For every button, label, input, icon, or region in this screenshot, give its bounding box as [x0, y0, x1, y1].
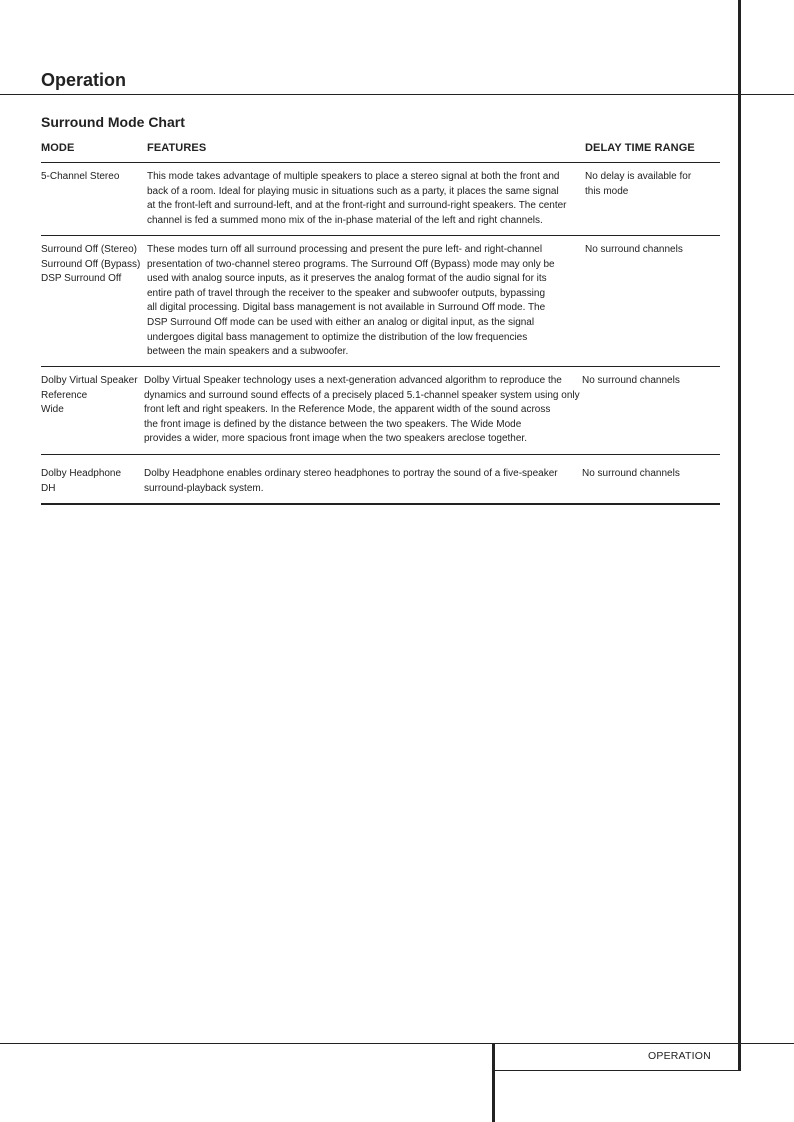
table-rule	[41, 366, 720, 367]
features-line: between the main speakers and a subwoofer.	[147, 346, 349, 358]
features-cell	[147, 243, 555, 360]
features-line: surround-playback system.	[144, 482, 264, 494]
mode-line: DSP Surround Off	[41, 273, 122, 285]
table-rule	[41, 454, 720, 455]
features-line: These modes turn off all surround processing and present the pure left- and right-channel	[147, 244, 543, 255]
table-rule	[41, 235, 720, 236]
mode-line: Wide	[41, 404, 64, 416]
page-title: Operation	[41, 70, 127, 90]
delay-cell	[582, 374, 680, 389]
chart-title: Surround Mode Chart	[41, 114, 185, 130]
header-delay: DELAY TIME RANGE	[585, 142, 695, 154]
features-line: entire path of travel through the receiver to the speaker and subwoofer outputs, bypassing	[147, 287, 546, 299]
mode-line: 5-Channel Stereo	[41, 171, 120, 182]
mode-line: DH	[41, 482, 56, 494]
footer-divider	[492, 1043, 495, 1122]
mode-line: Dolby Headphone	[41, 468, 122, 479]
features-line: dynamics and surround sound effects of a precisely placed 5.1-channel speaker system using only	[144, 389, 580, 401]
features-line: at the front-left and surround-left, and at the front-right and surround-right speakers. The center	[147, 200, 567, 212]
mode-line: Surround Off (Bypass)	[41, 258, 141, 270]
delay-cell	[585, 170, 691, 199]
features-line: provides a wider, more spacious front image when the two speakers areclose together.	[144, 433, 527, 445]
table-bottom-rule	[41, 503, 720, 505]
mode-line: Dolby Virtual Speaker	[41, 375, 138, 386]
mode-cell	[41, 467, 121, 496]
delay-line: No surround channels	[582, 375, 680, 386]
features-line: the front image is defined by the distance between the two speakers. The Wide Mode	[144, 418, 522, 430]
delay-cell	[585, 243, 683, 258]
features-line: front left and right speakers. In the Reference Mode, the apparent width of the sound across	[144, 404, 551, 416]
features-line: used with analog source inputs, as it preserves the analog format of the audio signal for its	[147, 273, 547, 285]
features-line: all digital processing. Digital bass management is not available in Surround Off mode. The	[147, 302, 546, 314]
mode-cell	[41, 170, 119, 185]
delay-line: No delay is available for	[585, 171, 692, 182]
features-line: This mode takes advantage of multiple speakers to place a stereo signal at both the front and	[147, 171, 560, 182]
footer-section-label: OPERATION	[648, 1050, 711, 1062]
mode-line: Reference	[41, 389, 88, 401]
features-line: back of a room. Ideal for playing music in situations such as a party, it places the same signal	[147, 185, 559, 197]
features-cell	[144, 467, 558, 496]
features-cell	[144, 374, 580, 447]
features-line: Dolby Headphone enables ordinary stereo headphones to portray the sound of a five-speaker	[144, 468, 558, 479]
features-line: Dolby Virtual Speaker technology uses a next-generation advanced algorithm to reproduce the	[144, 375, 562, 386]
mode-cell	[41, 243, 140, 287]
header-rule	[0, 94, 794, 95]
features-line: DSP Surround Off mode can be used with either an analog or digital input, as the signal	[147, 316, 535, 328]
features-line: presentation of two-channel stereo programs. The Surround Off (Bypass) mode may only be	[147, 258, 555, 270]
mode-line: Surround Off (Stereo)	[41, 244, 137, 255]
delay-line: No surround channels	[585, 244, 683, 255]
footer-underline	[495, 1070, 741, 1071]
features-cell	[147, 170, 567, 228]
features-line: channel is fed a summed mono mix of the in-phase material of the left and right channels.	[147, 214, 543, 226]
footer-rule	[0, 1043, 794, 1044]
header-mode: MODE	[41, 142, 75, 154]
table-rule	[41, 162, 720, 163]
delay-cell	[582, 467, 680, 482]
delay-line: No surround channels	[582, 468, 680, 479]
delay-line: this mode	[585, 185, 629, 197]
right-margin-rule	[738, 0, 741, 1071]
mode-cell	[41, 374, 138, 418]
header-features: FEATURES	[147, 142, 207, 154]
features-line: undergoes digital bass management to optimize the distribution of the low frequencies	[147, 331, 528, 343]
